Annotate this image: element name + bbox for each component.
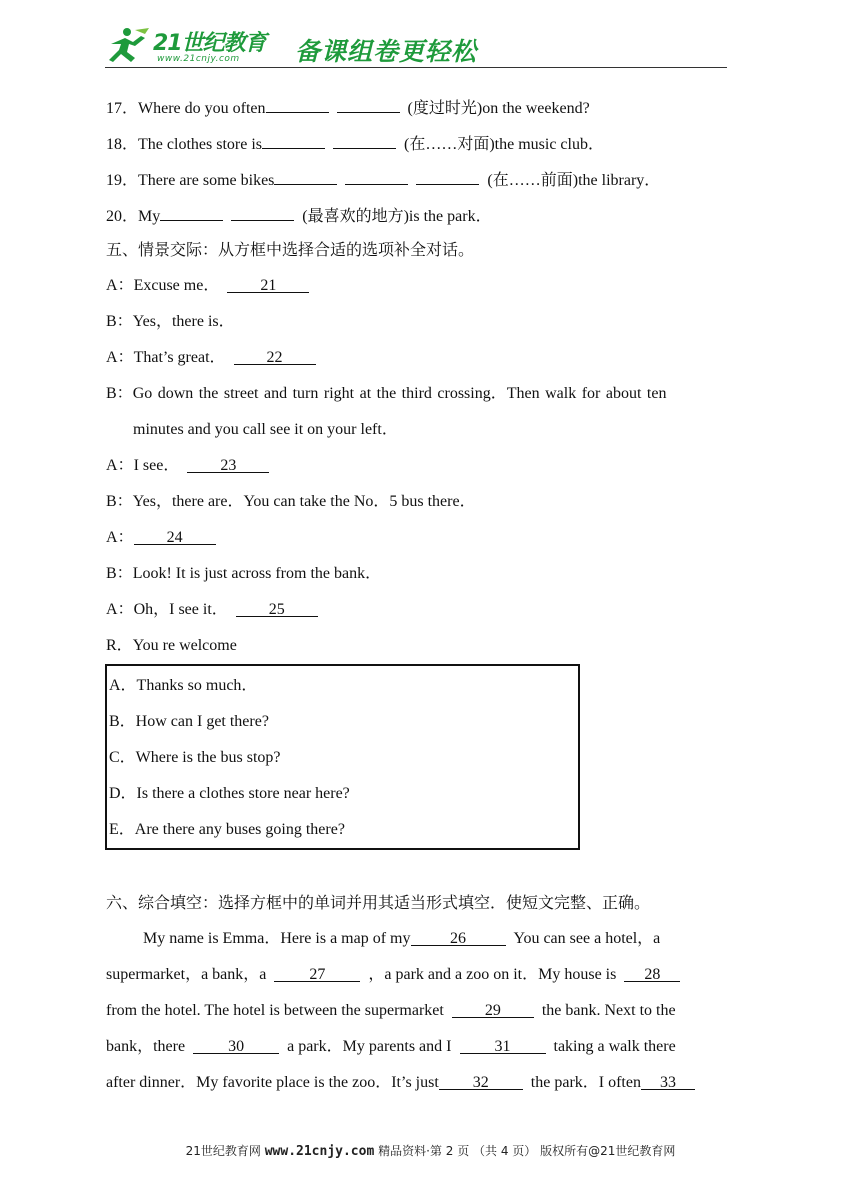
dialogue-blank[interactable]: 23 <box>187 456 269 473</box>
dialogue-blank[interactable]: 21 <box>227 276 309 293</box>
option-b[interactable]: B．How can I get there? <box>109 713 269 730</box>
passage-line: from the hotel. The hotel is between the supermarket 29 the bank. Next to the <box>106 1002 676 1019</box>
answer-blank[interactable] <box>416 168 479 185</box>
section-6-title: 六、综合填空：选择方框中的单词并用其适当形式填空．使短文完整、正确。 <box>106 893 651 912</box>
dialogue-line: B：Go down the street and turn right at the third crossing．Then walk for about ten <box>106 385 667 402</box>
dialogue-line: B：Yes，there are．You can take the No．5 bus there． <box>106 493 476 510</box>
header-divider <box>105 67 727 68</box>
cloze-blank[interactable]: 30 <box>193 1037 279 1054</box>
answer-blank[interactable] <box>333 132 396 149</box>
option-c[interactable]: C．Where is the bus stop? <box>109 749 281 766</box>
dialogue-blank[interactable]: 24 <box>134 528 216 545</box>
footer-right: 精品资料·第 2 页 （共 4 页） 版权所有@21世纪教育网 <box>378 1144 676 1158</box>
dialogue-line: A：Excuse me． 21 <box>106 276 309 296</box>
section-5-title: 五、情景交际：从方框中选择合适的选项补全对话。 <box>106 240 475 259</box>
dialogue-line: B：Look! It is just across from the bank． <box>106 565 382 582</box>
footer-site-link[interactable]: www.21cnjy.com <box>264 1144 375 1159</box>
dialogue-line: A： 24 <box>106 528 216 548</box>
cloze-blank[interactable]: 33 <box>641 1073 695 1090</box>
dialogue-line: B：Yes，there is． <box>106 313 235 330</box>
dialogue-blank[interactable]: 22 <box>234 348 316 365</box>
passage-line: after dinner．My favorite place is the zoo．It’s just 32 the park．I often 33 <box>106 1073 695 1093</box>
page-footer <box>0 1142 861 1159</box>
answer-blank[interactable] <box>337 96 400 113</box>
answer-blank[interactable] <box>262 132 325 149</box>
page-header <box>105 22 727 70</box>
dialogue-line: A：I see． 23 <box>106 456 269 476</box>
answer-blank[interactable] <box>160 204 223 221</box>
footer-left: 21世纪教育网 <box>185 1144 261 1158</box>
dialogue-line: R．You re welcome <box>106 637 237 654</box>
runner-logo-icon <box>105 26 153 66</box>
passage-line: supermarket，a bank，a 27 ，a park and a zoo on it．My house is 28 <box>106 965 680 985</box>
cloze-blank[interactable]: 32 <box>439 1073 523 1090</box>
header-slogan: 备课组卷更轻松 <box>295 37 478 66</box>
dialogue-line: minutes and you call see it on your left． <box>133 421 398 438</box>
option-d[interactable]: D．Is there a clothes store near here? <box>109 785 350 802</box>
answer-blank[interactable] <box>266 96 329 113</box>
cloze-blank[interactable]: 27 <box>274 965 360 982</box>
answer-blank[interactable] <box>274 168 337 185</box>
passage-line: bank，there 30 a park．My parents and I 31 taking a walk there <box>106 1038 676 1055</box>
brand-url[interactable]: www.21cnjy.com <box>157 54 240 64</box>
fill-item-18: 18．The clothes store is (在……对面)the music club． <box>106 132 604 155</box>
cloze-blank[interactable]: 29 <box>452 1001 534 1018</box>
answer-blank[interactable] <box>345 168 408 185</box>
cloze-blank[interactable]: 28 <box>624 965 680 982</box>
options-box <box>105 664 580 850</box>
fill-item-19: 19．There are some bikes (在……前面)the library． <box>106 168 660 191</box>
answer-blank[interactable] <box>231 204 294 221</box>
cloze-blank[interactable]: 31 <box>460 1037 546 1054</box>
cloze-blank[interactable]: 26 <box>411 929 506 946</box>
fill-item-17: 17．Where do you often (度过时光)on the weekend? <box>106 96 590 119</box>
dialogue-blank[interactable]: 25 <box>236 600 318 617</box>
brand-name: 21世纪教育 <box>153 31 266 56</box>
option-e[interactable]: E．Are there any buses going there? <box>109 821 345 838</box>
dialogue-line: A：Oh，I see it． 25 <box>106 600 318 620</box>
passage-line: My name is Emma．Here is a map of my 26 You can see a hotel，a <box>143 930 661 947</box>
dialogue-line: A：That’s great． 22 <box>106 348 316 368</box>
fill-item-20: 20．My (最喜欢的地方)is the park． <box>106 204 492 227</box>
option-a[interactable]: A．Thanks so much． <box>109 677 258 694</box>
